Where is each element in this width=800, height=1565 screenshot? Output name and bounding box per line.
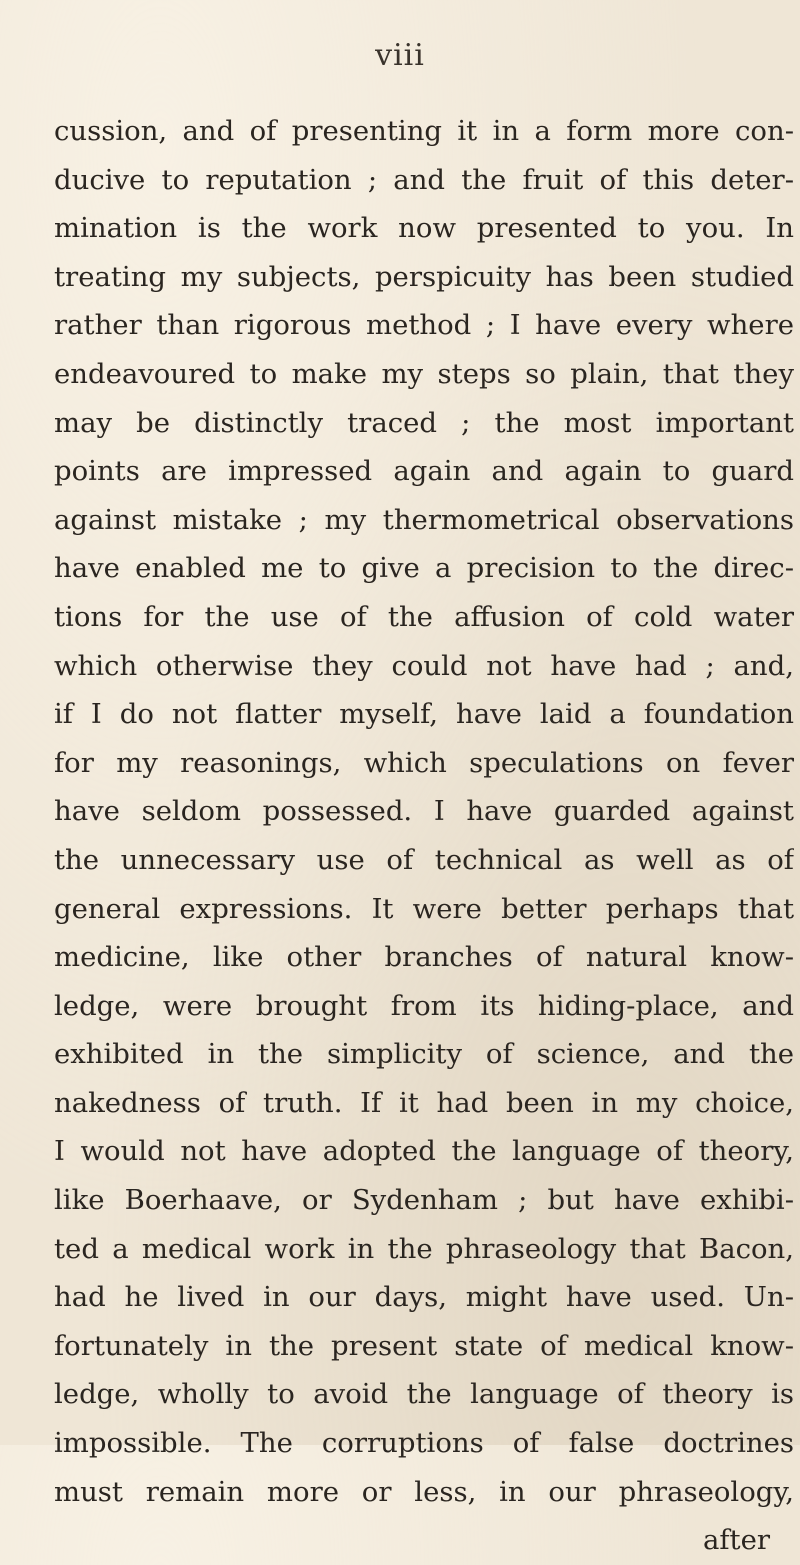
- text-line: impossible. The corruptions of false doctrines: [54, 1427, 794, 1460]
- text-line: against mistake ; my thermometrical observations: [54, 503, 794, 536]
- text-line: may be distinctly traced ; the most important: [54, 406, 794, 439]
- text-line: ledge, were brought from its hiding-place, and: [54, 989, 794, 1022]
- text-line: for my reasonings, which speculations on fever: [54, 746, 794, 779]
- text-line: rather than rigorous method ; I have every where: [54, 309, 794, 342]
- page-number: viii: [375, 38, 425, 73]
- text-line: ledge, wholly to avoid the language of theory is: [54, 1378, 794, 1411]
- catchword: after: [702, 1524, 770, 1557]
- text-line: I would not have adopted the language of theory,: [54, 1135, 794, 1168]
- text-line: if I do not flatter myself, have laid a foundation: [54, 698, 794, 731]
- text-line: ted a medical work in the phraseology that Bacon,: [54, 1232, 794, 1265]
- text-line: cussion, and of presenting it in a form more con-: [54, 115, 794, 147]
- text-line: ducive to reputation ; and the fruit of this deter-: [54, 163, 794, 196]
- text-line: treating my subjects, perspicuity has been studied: [54, 260, 794, 293]
- text-line: tions for the use of the affusion of cold water: [54, 600, 794, 633]
- text-line: general expressions. It were better perhaps that: [54, 892, 794, 925]
- text-line: exhibited in the simplicity of science, and the: [54, 1038, 794, 1071]
- text-line: which otherwise they could not have had ; and,: [54, 649, 794, 682]
- body-text: [54, 107, 794, 1565]
- text-line: nakedness of truth. If it had been in my choice,: [54, 1086, 794, 1119]
- text-line: have enabled me to give a precision to the direc-: [54, 552, 794, 585]
- text-line: endeavoured to make my steps so plain, that they: [54, 357, 794, 390]
- text-line: like Boerhaave, or Sydenham ; but have exhibi-: [54, 1184, 794, 1217]
- text-line: have seldom possessed. I have guarded against: [54, 795, 794, 828]
- text-line: mination is the work now presented to you. In: [54, 212, 794, 245]
- text-line: points are impressed again and again to guard: [54, 455, 794, 488]
- text-line: must remain more or less, in our phraseology,: [54, 1475, 794, 1508]
- text-line: medicine, like other branches of natural know-: [54, 941, 794, 974]
- text-line: the unnecessary use of technical as well as of: [54, 843, 794, 876]
- text-line: fortunately in the present state of medical know-: [54, 1329, 794, 1362]
- text-line: had he lived in our days, might have used. Un-: [54, 1281, 794, 1314]
